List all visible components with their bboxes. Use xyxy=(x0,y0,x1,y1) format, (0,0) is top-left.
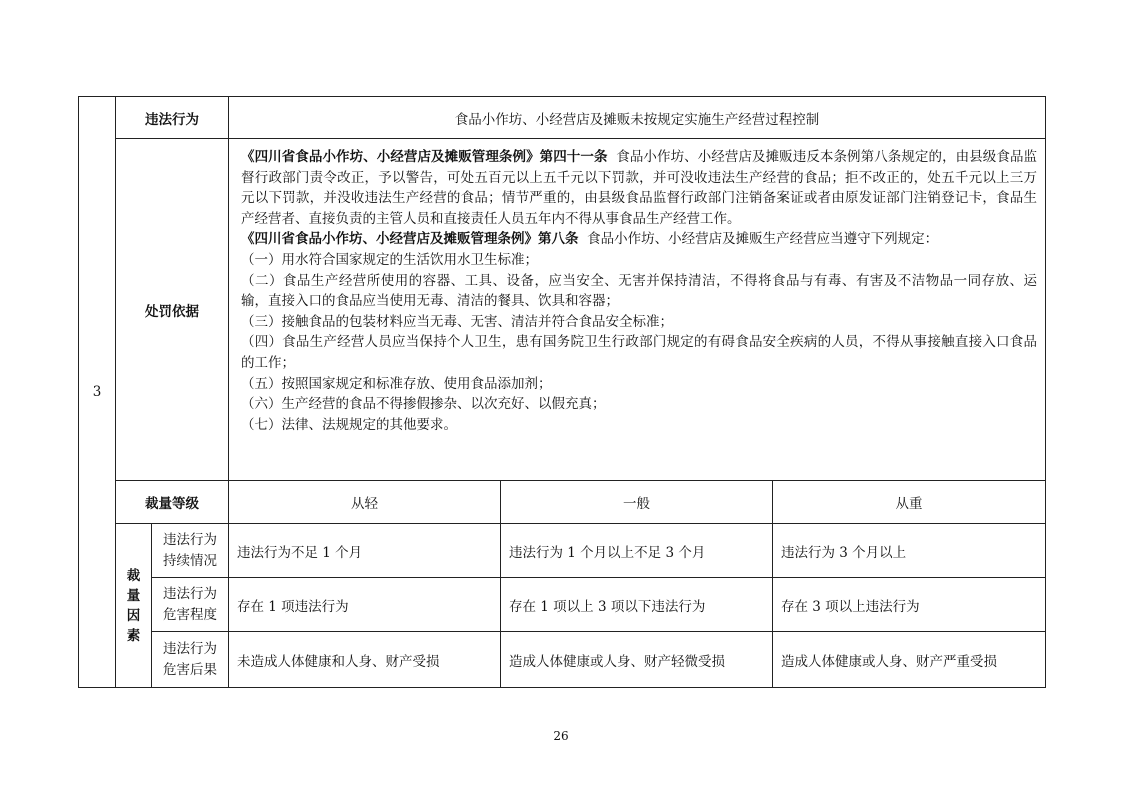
article-8-title: 《四川省食品小作坊、小经营店及摊贩管理条例》第八条 xyxy=(241,231,579,248)
violation-label: 违法行为 xyxy=(116,97,229,139)
violation-value: 食品小作坊、小经营店及摊贩未按规定实施生产经营过程控制 xyxy=(229,97,1046,139)
duration-light: 违法行为不足 1 个月 xyxy=(229,524,501,578)
article-8-text: 食品小作坊、小经营店及摊贩生产经营应当遵守下列规定： xyxy=(587,231,939,248)
degree-light: 存在 1 项违法行为 xyxy=(229,578,501,632)
penalty-basis xyxy=(229,139,1046,481)
article-8-item: （四）食品生产经营人员应当保持个人卫生，患有国务院卫生行政部门规定的有碍食品安全疾病的人员，不得从事接触直接入口食品的工作； xyxy=(241,334,1038,371)
level-light: 从轻 xyxy=(229,481,501,524)
factor-name-degree: 违法行为 危害程度 xyxy=(152,578,229,632)
basis-label: 处罚依据 xyxy=(116,139,229,481)
article-41-title: 《四川省食品小作坊、小经营店及摊贩管理条例》第四十一条 xyxy=(241,149,608,165)
consequence-heavy: 造成人体健康或人身、财产严重受损 xyxy=(773,632,1046,688)
consequence-normal: 造成人体健康或人身、财产轻微受损 xyxy=(501,632,773,688)
article-8-item: （六）生产经营的食品不得掺假掺杂、以次充好、以假充真； xyxy=(241,396,606,413)
grading-label: 裁量等级 xyxy=(116,481,229,524)
level-heavy: 从重 xyxy=(773,481,1046,524)
article-41-text: 食品小作坊、小经营店及摊贩违反本条例第八条规定的，由县级食品监督行政部门责令改正，予以警告，可处五百元以上五千元以下罚款，并可没收违法生产经营的食品；拒不改正的，处五千元以上三万元以下罚款，并没收违法生产经营的食品；情节严重的，由县级食品监督行政部门注销备案证或者由原发证部门注销登记卡，食品生产经营者、直接负责的主管人员和直接责任人员五年内不得从事食品生产经营工作。 xyxy=(241,149,1038,227)
article-8-item: （五）按照国家规定和标准存放、使用食品添加剂； xyxy=(241,375,552,392)
row-number: 3 xyxy=(79,97,116,688)
degree-heavy: 存在 3 项以上违法行为 xyxy=(773,578,1046,632)
level-normal: 一般 xyxy=(501,481,773,524)
article-8-item: （一）用水符合国家规定的生活饮用水卫生标准； xyxy=(241,251,538,268)
duration-normal: 违法行为 1 个月以上不足 3 个月 xyxy=(501,524,773,578)
page-number: 26 xyxy=(553,729,569,743)
article-8-item: （二）食品生产经营所使用的容器、工具、设备，应当安全、无害并保持清洁，不得将食品与有毒、有害及不洁物品一同存放、运输，直接入口的食品应当使用无毒、清洁的餐具、饮具和容器； xyxy=(241,272,1038,310)
degree-normal: 存在 1 项以上 3 项以下违法行为 xyxy=(501,578,773,632)
factor-name-duration: 违法行为 持续情况 xyxy=(152,524,229,578)
article-8-paragraph xyxy=(241,229,1037,250)
article-8-item: （七）法律、法规规定的其他要求。 xyxy=(241,416,457,433)
duration-heavy: 违法行为 3 个月以上 xyxy=(773,524,1046,578)
factors-label: 裁 量 因 素 xyxy=(116,524,152,688)
article-8-item: （三）接触食品的包装材料应当无毒、无害、清洁并符合食品安全标准； xyxy=(241,313,673,330)
article-41-paragraph xyxy=(241,147,1037,229)
factor-name-consequence: 违法行为 危害后果 xyxy=(152,632,229,688)
consequence-light: 未造成人体健康和人身、财产受损 xyxy=(229,632,501,688)
discretion-table xyxy=(78,96,1046,688)
